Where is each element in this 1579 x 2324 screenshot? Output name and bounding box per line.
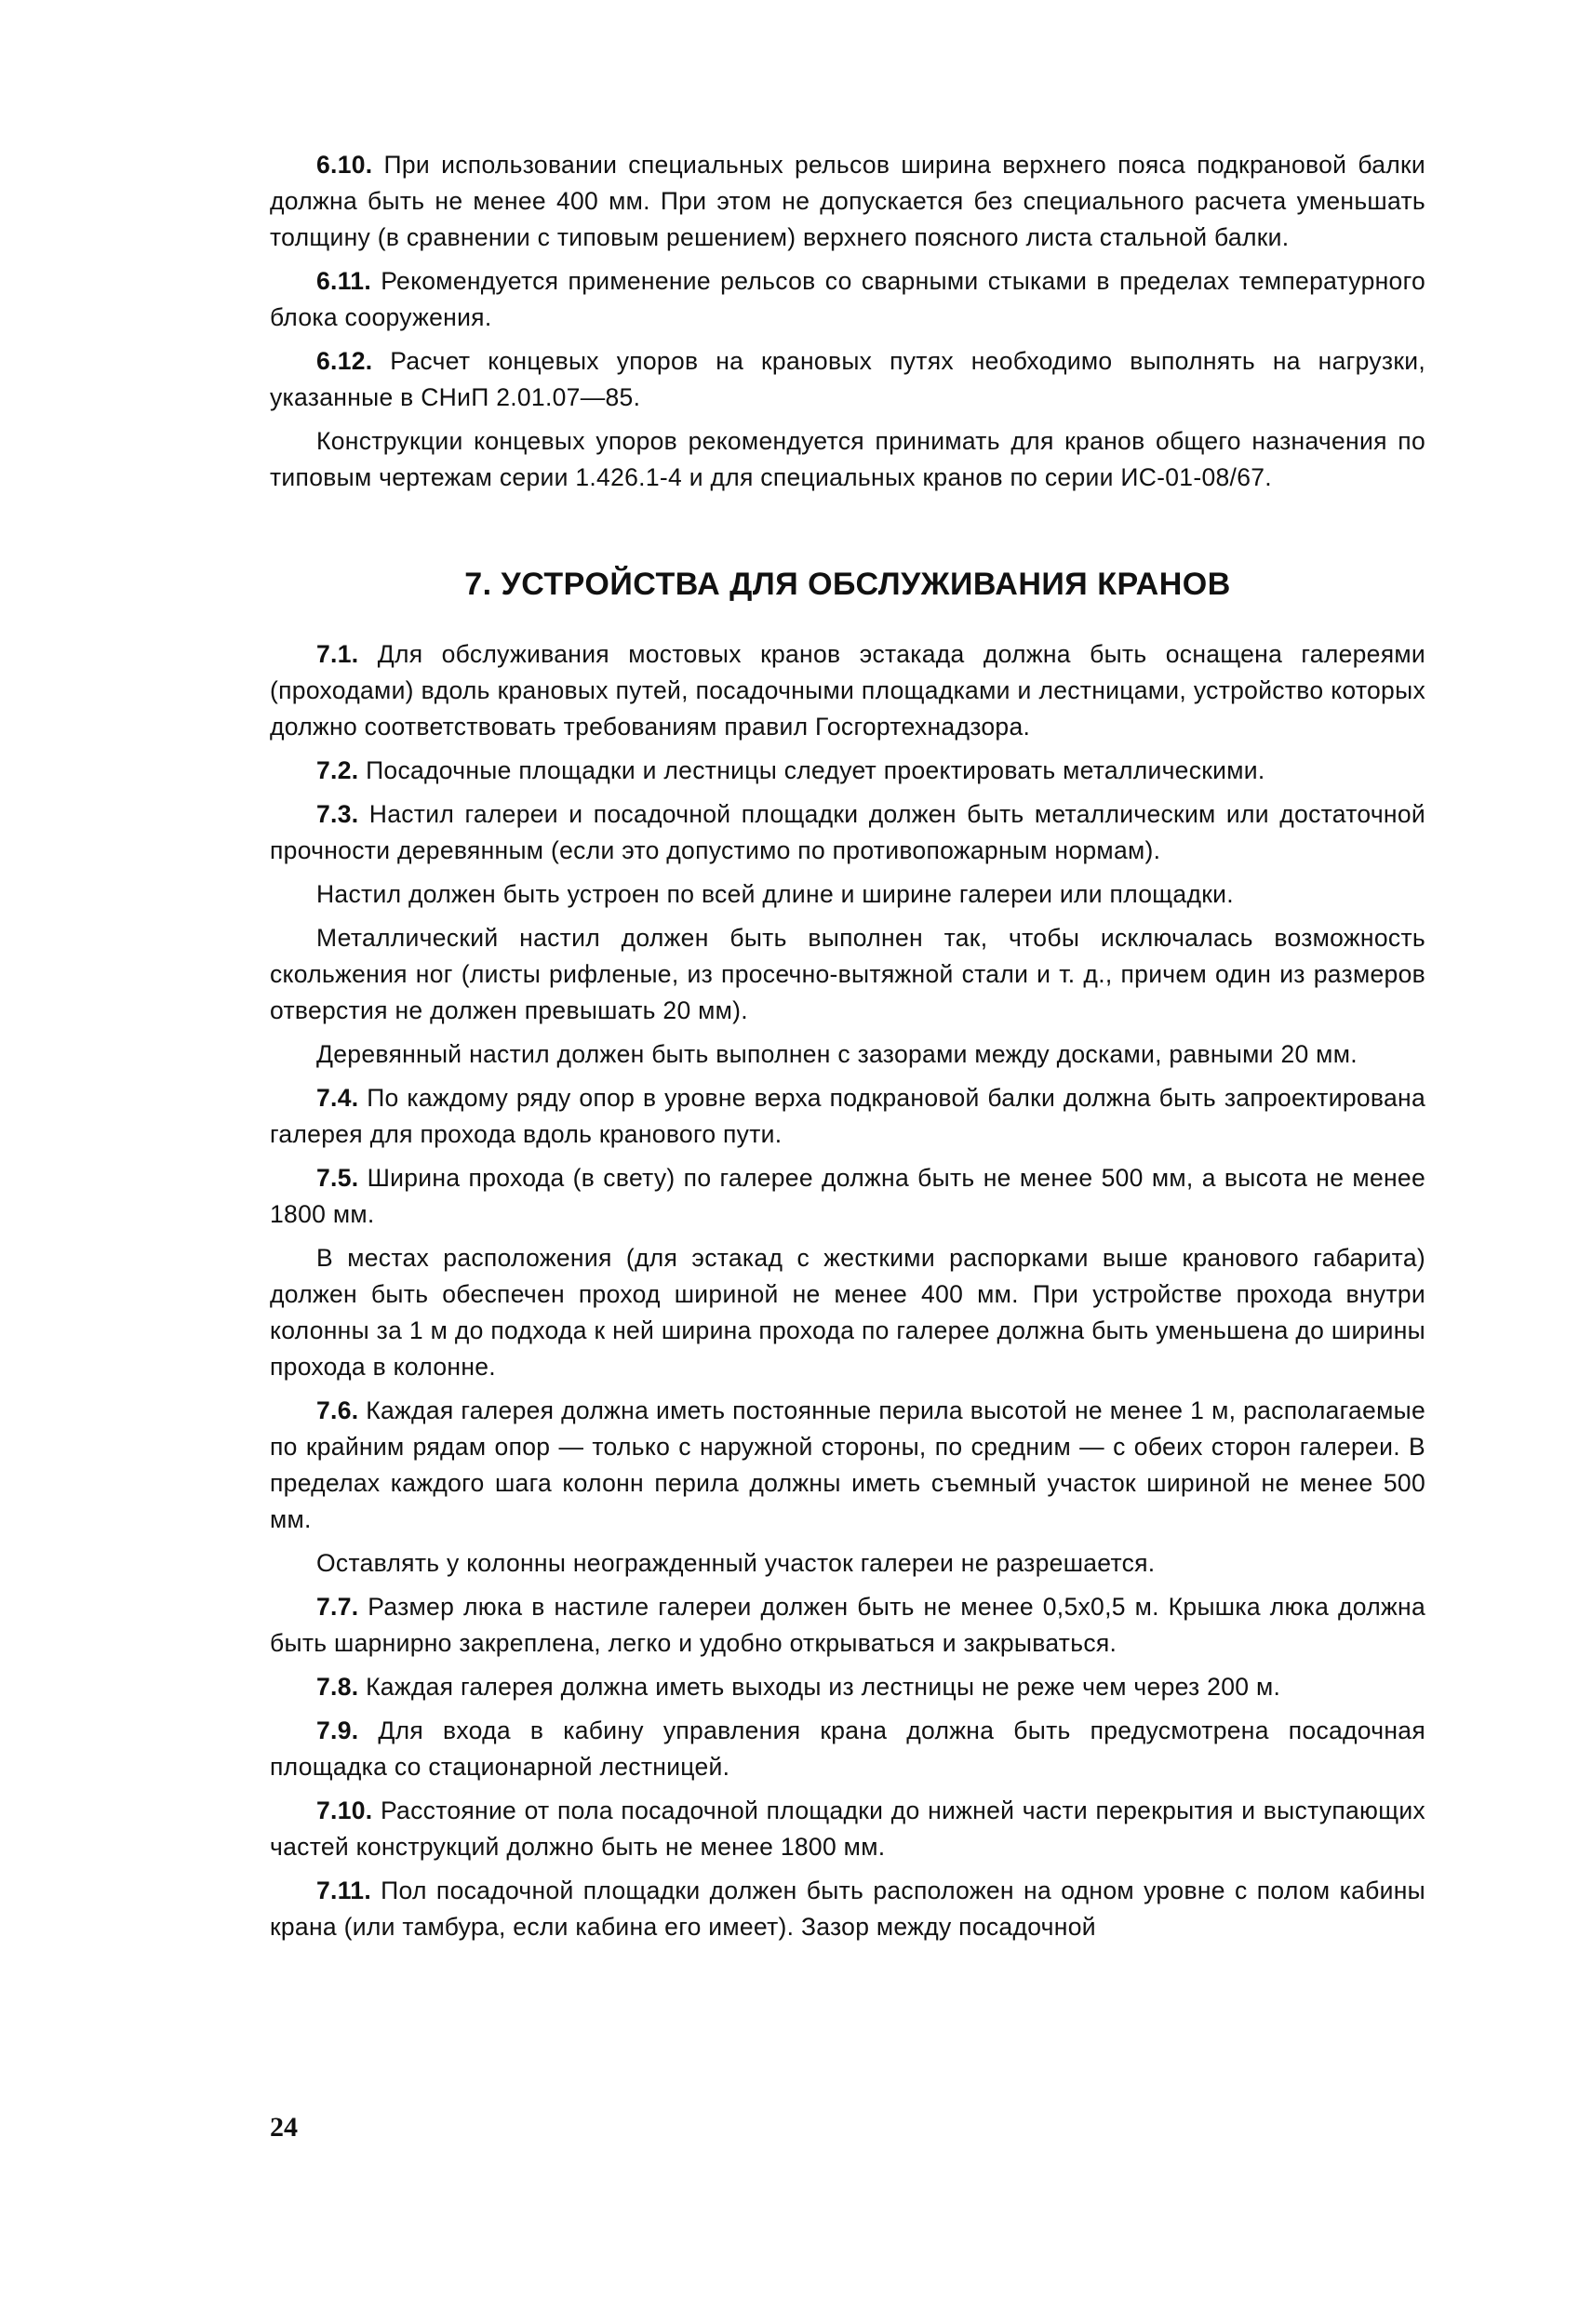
paragraph-7-1: 7.1. Для обслуживания мостовых кранов эстакада должна быть оснащена галереями (проходами) вдоль крановых путей, посадочными площадками и лестницами, устройство которых должно соответствовать требованиям правил Госгортехнадзора. xyxy=(270,640,1425,741)
section-title: 7. УСТРОЙСТВА ДЛЯ ОБСЛУЖИВАНИЯ КРАНОВ xyxy=(464,567,1231,602)
paragraph-6-10: 6.10. При использовании специальных рельсов ширина верхнего пояса подкрановой балки должна быть не менее 400 мм. При этом не допускается без специального расчета уменьшать толщину (в сравнении с типовым решением) верхнего поясного листа стальной балки. xyxy=(270,151,1425,251)
paragraph-7-3: 7.3. Настил галереи и посадочной площадки должен быть металлическим или достаточной прочности деревянным (если это допустимо по противопожарным нормам). xyxy=(270,800,1425,864)
paragraph-7-8: 7.8. Каждая галерея должна иметь выходы из лестницы не реже чем через 200 м. xyxy=(316,1673,1281,1701)
paragraph-7-7: 7.7. Размер люка в настиле галереи должен быть не менее 0,5х0,5 м. Крышка люка должна быть шарнирно закреплена, легко и удобно открываться и закрываться. xyxy=(270,1593,1425,1657)
paragraph-7-11: 7.11. Пол посадочной площадки должен быть расположен на одном уровне с полом кабины крана (или тамбура, если кабина его имеет). Зазор между посадочной xyxy=(270,1877,1425,1941)
paragraph-6-11: 6.11. Рекомендуется применение рельсов со сварными стыками в пределах температурного блока сооружения. xyxy=(270,267,1425,331)
paragraph-end-stops: Конструкции концевых упоров рекомендуется принимать для кранов общего назначения по типовым чертежам серии 1.426.1-4 и для специальных кранов по серии ИС-01-08/67. xyxy=(270,427,1425,491)
paragraph-unguarded: Оставлять у колонны неогражденный участок галереи не разрешается. xyxy=(316,1549,1156,1577)
paragraph-7-6: 7.6. Каждая галерея должна иметь постоянные перила высотой не менее 1 м, располагаемые по крайним рядам опор — только с наружной стороны, по средним — с обеих сторон галереи. В пределах каждого шага колонн перила должны иметь съемный участок шириной не менее 500 мм. xyxy=(270,1396,1425,1533)
paragraph-metal-deck: Металлический настил должен быть выполнен так, чтобы исключалась возможность скольжения ног (листы рифленые, из просечно-вытяжной стали и т. д., причем один из размеров отверстия не должен превышать 20 мм). xyxy=(270,924,1425,1024)
section-6-tail xyxy=(270,147,1425,496)
document-page xyxy=(270,147,1425,1953)
section-7-body xyxy=(270,636,1425,1945)
paragraph-7-10: 7.10. Расстояние от пола посадочной площадки до нижней части перекрытия и выступающих частей конструкций должно быть не менее 1800 мм. xyxy=(270,1796,1425,1861)
paragraph-wood-deck: Деревянный настил должен быть выполнен с зазорами между досками, равными 20 мм. xyxy=(316,1040,1358,1068)
paragraph-7-4: 7.4. По каждому ряду опор в уровне верха подкрановой балки должна быть запроектирована галерея для прохода вдоль кранового пути. xyxy=(270,1084,1425,1148)
paragraph-7-5: 7.5. Ширина прохода (в свету) по галерее должна быть не менее 500 мм, а высота не менее 1800 мм. xyxy=(270,1164,1425,1228)
paragraph-6-12: 6.12. Расчет концевых упоров на крановых путях необходимо выполнять на нагрузки, указанные в СНиП 2.01.07—85. xyxy=(270,347,1425,411)
paragraph-7-2: 7.2. Посадочные площадки и лестницы следует проектировать металлическими. xyxy=(316,756,1265,784)
paragraph-7-9: 7.9. Для входа в кабину управления крана должна быть предусмотрена посадочная площадка со стационарной лестницей. xyxy=(270,1716,1425,1781)
paragraph-passage-width: В местах расположения (для эстакад с жесткими распорками выше кранового габарита) должен быть обеспечен проход шириной не менее 400 мм. При устройстве прохода внутри колонны за 1 м до подхода к ней ширина прохода по галерее должна быть уменьшена до ширины прохода в колонне. xyxy=(270,1244,1425,1381)
page-number: 24 xyxy=(270,2112,298,2143)
paragraph-deck-length: Настил должен быть устроен по всей длине и ширине галереи или площадки. xyxy=(316,880,1234,908)
